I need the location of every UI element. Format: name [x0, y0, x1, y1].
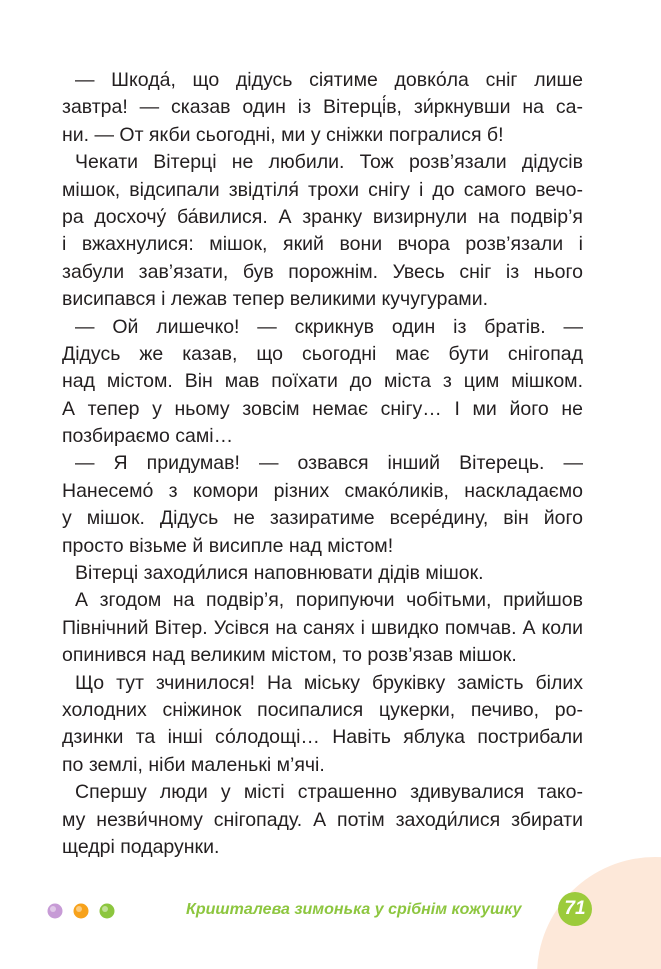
text-line: А тепер у ньому зовсім немає снігу… І ми його не [62, 397, 583, 420]
green-dot-icon [99, 903, 115, 919]
text-line: Вітерці заходи́лися наповнювати дідів мішок. [75, 562, 484, 585]
text-line: позбираємо самі… [62, 425, 234, 448]
text-line: Дідусь же казав, що сьогодні має бути снігопад [62, 342, 583, 365]
text-line: Спершу люди у місті страшенно здивувалися тако- [75, 781, 583, 804]
paragraph [62, 670, 583, 780]
text-line: по землі, ніби маленькі м’ячі. [62, 753, 325, 776]
paragraph [62, 450, 583, 560]
peach-circle-shape [537, 857, 661, 969]
story-text [62, 67, 583, 861]
text-line: просто візьме й висипле над містом! [62, 534, 394, 557]
paragraph [62, 67, 583, 149]
text-line: А згодом на подвір’я, порипуючи чобітьми, прийшов [75, 589, 583, 612]
paragraph [62, 314, 583, 451]
text-line: Чекати Вітерці не любили. Тож розв’язали дідусів [75, 151, 583, 174]
text-line: Що тут зчинилося! На міську бруківку замість білих [75, 671, 583, 694]
text-line: і вжахнулися: мішок, який вони вчора розв’язали і [62, 233, 583, 256]
text-line: — Шкода́, що дідусь сіятиме довко́ла сніг лише [75, 69, 583, 91]
paragraph [62, 587, 583, 669]
text-line: ни. — От якби сьогодні, ми у сніжки погралися б! [62, 123, 504, 146]
text-line: ра досхочу́ ба́вилися. А зранку визирнули на подвір’я [62, 205, 583, 228]
text-line: — Я придумав! — озвався інший Вітерець. — [75, 452, 583, 475]
paragraph [62, 149, 583, 313]
text-line: Нанесемо́ з комори різних смако́ликів, наскладаємо [62, 479, 583, 502]
page-number-badge: 71 [558, 892, 592, 926]
text-line: над містом. Він мав поїхати до міста з цим мішком. [62, 370, 583, 393]
corner-decoration [530, 850, 661, 969]
text-line: Північний Вітер. Усівся на санях і швидко помчав. А коли [62, 616, 583, 639]
text-line: мішок, відсипали звідтіля́ трохи снігу і до самого вечо- [62, 178, 583, 201]
text-line: щедрі подарунки. [62, 835, 220, 858]
paragraph [62, 779, 583, 861]
running-footer-title: Кришталева зимонька у срібнім кожушку [186, 901, 522, 918]
orange-dot-icon [73, 903, 89, 919]
purple-dot-icon [47, 903, 63, 919]
text-line: му незви́чному снігопаду. А потім заходи́лися збирати [62, 808, 583, 831]
text-line: — Ой лишечко! — скрикнув один із братів. — [75, 315, 583, 338]
text-line: дзинки та інші со́лодощі… Навіть яблука пострибали [62, 726, 583, 749]
paragraph [62, 560, 583, 587]
text-line: забули зав’язати, був порожнім. Увесь сніг із нього [62, 260, 583, 283]
text-line: у мішок. Дідусь не зазиратиме всере́дину, він його [62, 507, 583, 530]
text-line: висипався і лежав тепер великими кучугурами. [62, 288, 489, 311]
text-line: холодних сніжинок посипалися цукерки, печиво, ро- [62, 698, 583, 721]
text-line: опинився над великим містом, то розв’язав мішок. [62, 644, 517, 667]
text-line: завтра! — сказав один із Вітерці́в, зи́ркнувши на са- [62, 96, 583, 119]
